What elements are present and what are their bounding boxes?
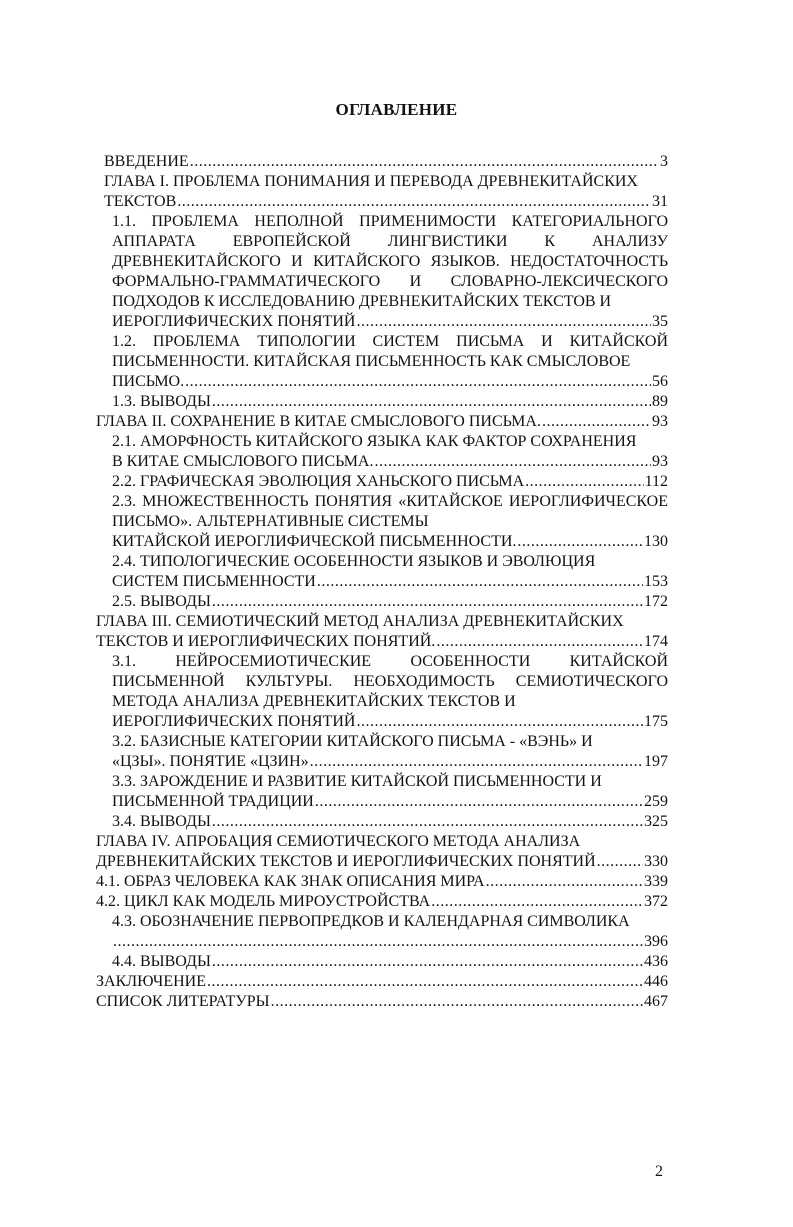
leader-dots bbox=[436, 632, 643, 652]
toc-line bbox=[112, 812, 668, 832]
toc-page-number: 172 bbox=[644, 593, 668, 610]
toc-entry-chapter-1[interactable] bbox=[96, 172, 668, 212]
leader-dots bbox=[542, 412, 651, 432]
toc-entry-section-2-3[interactable] bbox=[96, 492, 668, 552]
toc-entry-title: 2.3. МНОЖЕСТВЕННОСТЬ ПОНЯТИЯ «КИТАЙСКОЕ ИЕРОГЛИФИЧЕСКОЕ ПИСЬМО». АЛЬТЕРНАТИВНЫЕ СИСТЕМЫ bbox=[112, 493, 668, 530]
toc-page-number: 130 bbox=[644, 533, 668, 550]
toc-entry-title-tail: ПИСЬМЕННОЙ ТРАДИЦИИ bbox=[112, 793, 314, 810]
toc-entry-title: ГЛАВА I. ПРОБЛЕМА ПОНИМАНИЯ И ПЕРЕВОДА ДРЕВНЕКИТАЙСКИХ bbox=[104, 173, 638, 190]
toc-entry-title: 1.3. ВЫВОДЫ bbox=[112, 393, 211, 410]
toc-entry-title: 4.4. ВЫВОДЫ bbox=[112, 953, 211, 970]
toc-entry-chapter-3[interactable] bbox=[96, 612, 668, 652]
toc-entry-title: 2.1. АМОРФНОСТЬ КИТАЙСКОГО ЯЗЫКА КАК ФАКТОР СОХРАНЕНИЯ bbox=[112, 433, 637, 450]
toc-entry-title-tail: СИСТЕМ ПИСЬМЕННОСТИ bbox=[112, 573, 316, 590]
toc-entry-section-2-2[interactable] bbox=[96, 472, 668, 492]
toc-page-number: 31 bbox=[652, 193, 668, 210]
toc-entry-title: ЗАКЛЮЧЕНИЕ bbox=[96, 973, 206, 990]
toc-entry-title: 3.1. НЕЙРОСЕМИОТИЧЕСКИЕ ОСОБЕННОСТИ КИТАЙСКОЙ ПИСЬМЕННОЙ КУЛЬТУРЫ. НЕОБХОДИМОСТЬ СЕМИОТИЧЕСКОГО МЕТОДА АНАЛИЗА ДРЕВНЕКИТАЙСКИХ ТЕКСТОВ И bbox=[112, 653, 668, 710]
toc-line bbox=[112, 452, 668, 472]
toc-line bbox=[96, 892, 668, 912]
leader-dots bbox=[207, 972, 643, 992]
toc-entry-title-tail: ИЕРОГЛИФИЧЕСКИХ ПОНЯТИЙ bbox=[112, 313, 356, 330]
toc-entry-title: СПИСОК ЛИТЕРАТУРЫ bbox=[96, 993, 270, 1010]
toc-entry-title-tail: ИЕРОГЛИФИЧЕСКИХ ПОНЯТИЙ bbox=[112, 713, 356, 730]
leader-dots bbox=[177, 192, 651, 212]
toc-page-number: 93 bbox=[652, 453, 668, 470]
toc-entry-section-1-3[interactable] bbox=[96, 392, 668, 412]
toc-entry-title-tail: ПИСЬМО. bbox=[112, 373, 185, 390]
toc-entry-title: 2.4. ТИПОЛОГИЧЕСКИЕ ОСОБЕННОСТИ ЯЗЫКОВ И ЭВОЛЮЦИЯ bbox=[112, 553, 596, 570]
toc-entry-section-1-2[interactable] bbox=[96, 332, 668, 392]
toc-page-number: 93 bbox=[652, 413, 668, 430]
leader-dots bbox=[113, 932, 643, 952]
leader-dots bbox=[212, 812, 643, 832]
toc-entry-title: ВВЕДЕНИЕ bbox=[104, 153, 189, 170]
leader-dots bbox=[310, 752, 643, 772]
toc-page-number: 153 bbox=[644, 573, 668, 590]
toc-line bbox=[112, 712, 668, 732]
leader-dots bbox=[212, 952, 643, 972]
toc-entry-title: 2.2. ГРАФИЧЕСКАЯ ЭВОЛЮЦИЯ ХАНЬСКОГО ПИСЬМА bbox=[112, 473, 525, 490]
leader-dots bbox=[597, 852, 643, 872]
toc-entry-title-tail: «ЦЗЫ». ПОНЯТИЕ «ЦЗИН» bbox=[112, 753, 309, 770]
toc-page-number: 325 bbox=[644, 813, 668, 830]
toc-page-number: 112 bbox=[644, 473, 668, 490]
toc-page-number: 175 bbox=[644, 713, 668, 730]
toc-line bbox=[112, 472, 668, 492]
toc-entry-title-tail: КИТАЙСКОЙ ИЕРОГЛИФИЧЕСКОЙ ПИСЬМЕННОСТИ. bbox=[112, 533, 517, 550]
toc-entry-title-tail: ТЕКСТОВ И ИЕРОГЛИФИЧЕСКИХ ПОНЯТИЙ. bbox=[96, 633, 436, 650]
toc-line bbox=[112, 372, 668, 392]
toc-page-number: 259 bbox=[644, 793, 668, 810]
leader-dots bbox=[185, 372, 651, 392]
leader-dots bbox=[431, 892, 643, 912]
toc-entry-title: 2.5. ВЫВОДЫ bbox=[112, 593, 211, 610]
toc-entry-section-2-4[interactable] bbox=[96, 552, 668, 592]
page-number: 2 bbox=[655, 1163, 663, 1180]
toc-entry-title: 1.2. ПРОБЛЕМА ТИПОЛОГИИ СИСТЕМ ПИСЬМА И КИТАЙСКОЙ ПИСЬМЕННОСТИ. КИТАЙСКАЯ ПИСЬМЕННОСТЬ КАК СМЫСЛОВОЕ bbox=[112, 333, 668, 370]
toc-page-number: 56 bbox=[652, 373, 668, 390]
table-of-contents bbox=[96, 152, 668, 1012]
toc-entry-title: 4.1. ОБРАЗ ЧЕЛОВЕКА КАК ЗНАК ОПИСАНИЯ МИРА bbox=[96, 873, 485, 890]
toc-line bbox=[96, 632, 668, 652]
toc-entry-section-2-5[interactable] bbox=[96, 592, 668, 612]
toc-entry-title-tail: ТЕКСТОВ bbox=[104, 193, 177, 210]
toc-page-number: 339 bbox=[644, 873, 668, 890]
toc-line bbox=[112, 392, 668, 412]
toc-entry-section-3-2[interactable] bbox=[96, 732, 668, 772]
leader-dots bbox=[212, 592, 643, 612]
toc-page-number: 330 bbox=[644, 853, 668, 870]
toc-line bbox=[112, 572, 668, 592]
toc-page-number: 467 bbox=[644, 993, 668, 1010]
toc-line bbox=[104, 152, 668, 172]
toc-line bbox=[112, 932, 668, 952]
toc-entry-title: 3.3. ЗАРОЖДЕНИЕ И РАЗВИТИЕ КИТАЙСКОЙ ПИСЬМЕННОСТИ И bbox=[112, 773, 602, 790]
toc-entry-section-4-4[interactable] bbox=[96, 952, 668, 972]
toc-line bbox=[112, 792, 668, 812]
toc-line bbox=[112, 592, 668, 612]
leader-dots bbox=[315, 792, 643, 812]
leader-dots bbox=[525, 472, 643, 492]
toc-entry-section-2-1[interactable] bbox=[96, 432, 668, 472]
toc-line bbox=[112, 752, 668, 772]
toc-entry-title: 4.3. ОБОЗНАЧЕНИЕ ПЕРВОПРЕДКОВ И КАЛЕНДАРНАЯ СИМВОЛИКА bbox=[112, 913, 630, 930]
toc-line bbox=[96, 852, 668, 872]
toc-line bbox=[96, 992, 668, 1012]
leader-dots bbox=[190, 152, 659, 172]
toc-page-number: 197 bbox=[644, 753, 668, 770]
toc-entry-title: 4.2. ЦИКЛ КАК МОДЕЛЬ МИРОУСТРОЙСТВА bbox=[96, 893, 431, 910]
toc-page-number: 174 bbox=[644, 633, 668, 650]
toc-entry-title: ГЛАВА III. СЕМИОТИЧЕСКИЙ МЕТОД АНАЛИЗА ДРЕВНЕКИТАЙСКИХ bbox=[96, 613, 624, 630]
toc-entry-title-tail: В КИТАЕ СМЫСЛОВОГО ПИСЬМА. bbox=[112, 453, 374, 470]
toc-entry-references[interactable] bbox=[96, 992, 668, 1012]
toc-line bbox=[112, 952, 668, 972]
leader-dots bbox=[271, 992, 643, 1012]
toc-entry-title: 1.1. ПРОБЛЕМА НЕПОЛНОЙ ПРИМЕНИМОСТИ КАТЕГОРИАЛЬНОГО АППАРАТА ЕВРОПЕЙСКОЙ ЛИНГВИСТИКИ К АНАЛИЗУ ДРЕВНЕКИТАЙСКОГО И КИТАЙСКОГО ЯЗЫКОВ. НЕДОСТАТОЧНОСТЬ ФОРМАЛЬНО-ГРАММАТИЧЕСКОГО И СЛОВАРНО-ЛЕКСИЧЕСКОГО ПОДХОДОВ К ИССЛЕДОВАНИЮ ДРЕВНЕКИТАЙСКИХ ТЕКСТОВ И bbox=[112, 213, 668, 310]
leader-dots bbox=[486, 872, 643, 892]
toc-entry-chapter-4[interactable] bbox=[96, 832, 668, 872]
toc-entry-section-3-3[interactable] bbox=[96, 772, 668, 812]
leader-dots bbox=[356, 712, 643, 732]
toc-entry-introduction[interactable] bbox=[96, 152, 668, 172]
toc-entry-section-3-4[interactable] bbox=[96, 812, 668, 832]
toc-page-number: 89 bbox=[652, 393, 668, 410]
toc-page-number: 3 bbox=[660, 153, 668, 170]
toc-entry-section-4-2[interactable] bbox=[96, 892, 668, 912]
page-title: ОГЛАВЛЕНИЕ bbox=[335, 100, 458, 119]
toc-entry-section-3-1[interactable] bbox=[96, 652, 668, 732]
leader-dots bbox=[212, 392, 651, 412]
toc-page-number: 35 bbox=[652, 313, 668, 330]
toc-entry-conclusion[interactable] bbox=[96, 972, 668, 992]
toc-entry-title: 3.2. БАЗИСНЫЕ КАТЕГОРИИ КИТАЙСКОГО ПИСЬМА - «ВЭНЬ» И bbox=[112, 733, 593, 750]
toc-page-number: 446 bbox=[644, 973, 668, 990]
toc-entry-section-4-1[interactable] bbox=[96, 872, 668, 892]
toc-entry-title: 3.4. ВЫВОДЫ bbox=[112, 813, 211, 830]
toc-page-number: 396 bbox=[644, 933, 668, 950]
toc-line bbox=[112, 532, 668, 552]
leader-dots bbox=[517, 532, 643, 552]
toc-line bbox=[96, 872, 668, 892]
toc-entry-chapter-2[interactable] bbox=[96, 412, 668, 432]
toc-page-number: 436 bbox=[644, 953, 668, 970]
toc-entry-section-4-3[interactable] bbox=[96, 912, 668, 952]
toc-entry-title-tail: ДРЕВНЕКИТАЙСКИХ ТЕКСТОВ И ИЕРОГЛИФИЧЕСКИХ ПОНЯТИЙ bbox=[96, 853, 596, 870]
leader-dots bbox=[374, 452, 651, 472]
toc-entry-title: ГЛАВА IV. АПРОБАЦИЯ СЕМИОТИЧЕСКОГО МЕТОДА АНАЛИЗА bbox=[96, 833, 581, 850]
toc-line bbox=[96, 972, 668, 992]
leader-dots bbox=[317, 572, 643, 592]
toc-line bbox=[112, 312, 668, 332]
toc-line bbox=[96, 412, 668, 432]
leader-dots bbox=[356, 312, 651, 332]
toc-page-number: 372 bbox=[644, 893, 668, 910]
toc-entry-section-1-1[interactable] bbox=[96, 212, 668, 332]
toc-line bbox=[104, 192, 668, 212]
toc-entry-title: ГЛАВА II. СОХРАНЕНИЕ В КИТАЕ СМЫСЛОВОГО ПИСЬМА. bbox=[96, 413, 541, 430]
